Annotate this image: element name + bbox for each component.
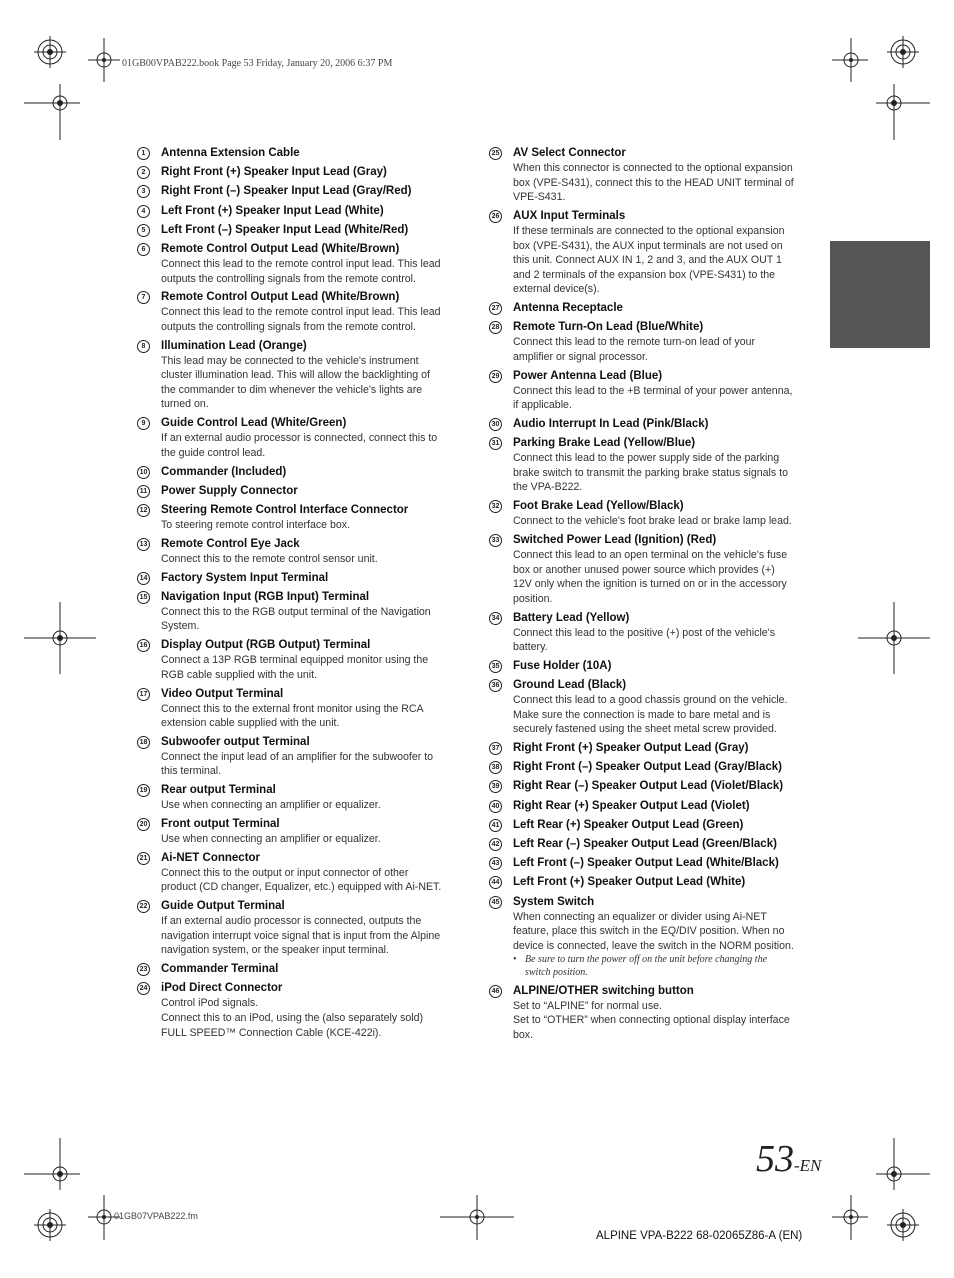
item-description-line: If an external audio processor is connected, outputs the: [161, 915, 422, 928]
item-description-line: Connect this to the output or input connector of other: [161, 866, 409, 879]
item-number: 17: [137, 688, 150, 701]
list-item: [137, 687, 467, 731]
list-item: [137, 735, 467, 779]
item-number: 35: [489, 660, 502, 673]
item-title: iPod Direct Connector: [161, 982, 283, 995]
item-description-line: Make sure the connection is made to bare metal and is: [513, 708, 771, 721]
item-number: 3: [137, 185, 150, 198]
item-title: Front output Terminal: [161, 818, 280, 831]
item-title: Right Rear (–) Speaker Output Lead (Violet/Black): [513, 780, 784, 793]
list-item: [489, 837, 819, 852]
item-note-line: [513, 966, 819, 979]
item-description-line: box (VPE-S431), the AUX input terminals are not used on: [513, 239, 783, 252]
left-column: [137, 146, 467, 1044]
item-title: ALPINE/OTHER switching button: [513, 984, 694, 997]
item-description-line: If an external audio processor is connected, connect this to: [161, 432, 438, 445]
list-item: [137, 981, 467, 1040]
header-file-info: 01GB00VPAB222.book Page 53 Friday, January 20, 2006 6:37 PM: [122, 58, 393, 69]
list-item: [489, 499, 819, 529]
item-number: 16: [137, 639, 150, 652]
item-number: 41: [489, 819, 502, 832]
item-number: 5: [137, 224, 150, 237]
note-text: switch position.: [525, 967, 588, 979]
page-number-suffix: -EN: [794, 1156, 822, 1175]
item-number: 8: [137, 340, 150, 353]
list-item: [489, 678, 819, 737]
footer-model-code: ALPINE VPA-B222 68-02065Z86-A (EN): [596, 1230, 803, 1242]
item-number: 4: [137, 205, 150, 218]
list-item: [137, 783, 467, 813]
list-item: [489, 895, 819, 980]
note-text: Be sure to turn the power off on the unit before changing the: [525, 954, 768, 966]
item-description-line: turned on.: [161, 398, 209, 411]
item-title: Right Front (+) Speaker Input Lead (Gray): [161, 166, 387, 179]
list-item: [489, 209, 819, 297]
item-description-line: this terminal.: [161, 765, 222, 778]
item-number: 27: [489, 302, 502, 315]
item-description-line: When connecting an equalizer or divider using Ai-NET: [513, 910, 767, 923]
item-title: Right Rear (+) Speaker Output Lead (Violet): [513, 799, 750, 812]
item-description-line: outputs the controlling signals from the remote control.: [161, 272, 416, 285]
list-item: [137, 851, 467, 895]
item-title: Right Front (–) Speaker Output Lead (Gray/Black): [513, 761, 783, 774]
item-title: Audio Interrupt In Lead (Pink/Black): [513, 418, 709, 431]
item-description-line: the commander to dim whenever the vehicle's lights are: [161, 383, 423, 396]
item-number: 23: [137, 963, 150, 976]
item-number: 33: [489, 534, 502, 547]
item-title: Right Front (+) Speaker Output Lead (Gray): [513, 742, 749, 755]
item-title: Steering Remote Control Interface Connector: [161, 504, 409, 516]
item-description-line: Connect this lead to the +B terminal of your power antenna,: [513, 384, 793, 397]
item-title: System Switch: [513, 895, 595, 908]
item-title: Subwoofer output Terminal: [161, 735, 310, 748]
item-number: 6: [137, 243, 150, 256]
item-number: 18: [137, 736, 150, 749]
item-description-line: To steering remote control interface box.: [161, 519, 351, 531]
item-number: 7: [137, 291, 150, 304]
list-item: [489, 856, 819, 871]
item-description-line: battery.: [513, 641, 548, 654]
item-description-line: Connect this lead to the remote control input lead. This lead: [161, 306, 441, 319]
item-description-line: This lead may be connected to the vehicle's instrument: [161, 354, 419, 367]
page-number: [756, 1137, 821, 1181]
item-number: 15: [137, 591, 150, 604]
item-description-line: Use when connecting an amplifier or equalizer.: [161, 833, 381, 846]
item-description-line: 12V only when the ignition is turned on or in the accessory: [513, 578, 787, 591]
page-number-value: 53: [756, 1138, 794, 1180]
item-title: Left Rear (–) Speaker Output Lead (Green/Black): [513, 838, 777, 851]
list-item: [137, 899, 467, 958]
item-title: Antenna Receptacle: [513, 302, 623, 315]
item-description-line: device is connected, leave the switch in the NORM position.: [513, 939, 794, 952]
list-item: [137, 339, 467, 412]
item-number: 31: [489, 437, 502, 450]
item-description-line: RGB cable supplied with the unit.: [161, 668, 318, 681]
item-number: 43: [489, 857, 502, 870]
item-description-line: box or another unused power source which provides (+): [513, 563, 775, 576]
item-description-line: feature, place this switch in the EQ/DIV position. When no: [513, 925, 785, 938]
item-description-line: position.: [513, 592, 553, 605]
item-number: 37: [489, 742, 502, 755]
list-item: [137, 638, 467, 682]
item-title: Remote Control Output Lead (White/Brown): [161, 291, 400, 304]
list-item: [137, 503, 467, 533]
list-item: [489, 533, 819, 606]
list-item: [489, 436, 819, 495]
item-description-line: Connect this lead to the positive (+) post of the vehicle's: [513, 626, 776, 639]
list-item: [137, 416, 467, 460]
item-title: Factory System Input Terminal: [161, 571, 329, 584]
item-number: 25: [489, 147, 502, 160]
item-number: 44: [489, 876, 502, 889]
item-description-line: securely fastened using the sheet metal screw provided.: [513, 723, 777, 736]
item-title: Left Front (–) Speaker Input Lead (White/Red): [161, 223, 409, 236]
list-item: [489, 818, 819, 833]
item-description-line: Connect this to the remote control sensor unit.: [161, 552, 378, 565]
list-item: [489, 146, 819, 205]
item-number: 14: [137, 572, 150, 585]
item-number: 29: [489, 370, 502, 383]
right-column: [489, 146, 819, 1047]
item-number: 38: [489, 761, 502, 774]
item-description-line: Connect this lead to an open terminal on the vehicle's fuse: [513, 549, 788, 561]
list-item: [137, 146, 467, 161]
item-description-line: the guide control lead.: [161, 446, 266, 459]
item-number: 46: [489, 985, 502, 998]
item-description-line: amplifier or signal processor.: [513, 350, 648, 363]
item-title: Ai-NET Connector: [161, 851, 261, 864]
item-title: Foot Brake Lead (Yellow/Black): [513, 500, 684, 513]
item-title: Left Front (+) Speaker Input Lead (White): [161, 204, 384, 217]
item-description-line: Control iPod signals.: [161, 997, 259, 1010]
item-description-line: Connect this lead to a good chassis ground on the vehicle.: [513, 694, 788, 707]
list-item: [137, 962, 467, 977]
item-title: Antenna Extension Cable: [161, 147, 300, 159]
list-item: [137, 165, 467, 180]
list-item: [137, 184, 467, 199]
item-description-line: If these terminals are connected to the optional expansion: [513, 224, 785, 237]
item-title: Left Front (+) Speaker Output Lead (White): [513, 876, 746, 889]
list-item: [489, 799, 819, 814]
item-description-line: Connect to the vehicle's foot brake lead or brake lamp lead.: [513, 515, 792, 528]
list-item: [489, 659, 819, 674]
list-item: [489, 320, 819, 364]
item-title: Parking Brake Lead (Yellow/Blue): [513, 437, 696, 450]
item-title: Remote Turn-On Lead (Blue/White): [513, 321, 704, 334]
bullet-icon: •: [513, 954, 517, 966]
item-title: Commander (Included): [161, 465, 287, 478]
item-title: Power Antenna Lead (Blue): [513, 369, 663, 382]
item-title: Right Front (–) Speaker Input Lead (Gray/Red): [161, 185, 412, 198]
list-item: [137, 571, 467, 586]
item-number: 20: [137, 818, 150, 831]
list-item: [489, 779, 819, 794]
item-description-line: extension cable supplied with the unit.: [161, 717, 340, 730]
item-description-line: the VPA-B222.: [513, 481, 583, 494]
list-item: [137, 242, 467, 286]
list-item: [137, 465, 467, 480]
item-description-line: box (VPE-S431), connect this to the HEAD UNIT terminal of: [513, 176, 794, 189]
item-description-line: brake switch to transmit the parking brake status signals to: [513, 466, 788, 479]
list-item: [137, 204, 467, 219]
item-title: Fuse Holder (10A): [513, 659, 612, 672]
item-number: 26: [489, 210, 502, 223]
item-number: 22: [137, 900, 150, 913]
item-description-line: product (CD changer, Equalizer, etc.) equipped with Ai-NET.: [161, 881, 442, 894]
item-description-line: this unit. Connect AUX IN 1, 2 and 3, and the AUX OUT 1: [513, 254, 782, 267]
item-description-line: Connect this to an iPod, using the (also separately sold): [161, 1011, 424, 1024]
item-number: 10: [137, 466, 150, 479]
item-number: 45: [489, 896, 502, 909]
list-item: [489, 760, 819, 775]
item-description-line: Connect this to the RGB output terminal of the Navigation: [161, 605, 431, 618]
item-number: 11: [137, 485, 150, 498]
item-title: Commander Terminal: [161, 963, 279, 976]
item-description-line: box.: [513, 1028, 534, 1041]
item-number: 32: [489, 500, 502, 513]
item-note-line: [513, 953, 819, 966]
item-description-line: Connect this to the external front monitor using the RCA: [161, 702, 424, 715]
item-description-line: VPE-S431.: [513, 191, 566, 204]
item-title: Left Front (–) Speaker Output Lead (White/Black): [513, 857, 779, 870]
item-title: Illumination Lead (Orange): [161, 339, 307, 352]
item-description-line: navigation system, or the speaker input terminal.: [161, 944, 389, 957]
item-description-line: Set to “OTHER” when connecting optional display interface: [513, 1014, 790, 1027]
item-title: Remote Control Eye Jack: [161, 537, 300, 550]
item-title: Left Rear (+) Speaker Output Lead (Green): [513, 818, 744, 831]
item-description-line: external device(s).: [513, 283, 600, 296]
item-description-line: if applicable.: [513, 399, 572, 412]
item-description-line: Connect this lead to the power supply side of the parking: [513, 452, 780, 465]
item-description-line: navigation interrupt voice signal that is input from the Alpine: [161, 929, 441, 942]
item-title: AUX Input Terminals: [513, 209, 626, 222]
item-description-line: Connect a 13P RGB terminal equipped monitor using the: [161, 654, 429, 667]
list-item: [489, 875, 819, 890]
list-item: [137, 484, 467, 499]
item-title: AV Select Connector: [513, 147, 626, 159]
list-item: [489, 984, 819, 1043]
item-description-line: FULL SPEED™ Connection Cable (KCE-422i).: [161, 1026, 382, 1039]
list-item: [137, 590, 467, 634]
item-number: 39: [489, 780, 502, 793]
footer-file-name: 01GB07VPAB222.fm: [114, 1211, 198, 1221]
item-number: 42: [489, 838, 502, 851]
list-item: [137, 537, 467, 567]
list-item: [489, 611, 819, 655]
item-number: 36: [489, 679, 502, 692]
item-title: Navigation Input (RGB Input) Terminal: [161, 590, 370, 603]
list-item: [489, 301, 819, 316]
list-item: [489, 741, 819, 756]
item-title: Switched Power Lead (Ignition) (Red): [513, 534, 717, 546]
list-item: [489, 369, 819, 413]
item-description-line: Connect this lead to the remote control input lead. This lead: [161, 257, 441, 270]
item-number: 30: [489, 418, 502, 431]
list-item: [489, 417, 819, 432]
item-title: Battery Lead (Yellow): [513, 611, 630, 624]
list-item: [137, 290, 467, 334]
item-number: 34: [489, 612, 502, 625]
item-description-line: Connect the input lead of an amplifier for the subwoofer to: [161, 750, 434, 763]
item-description-line: outputs the controlling signals from the remote control.: [161, 320, 416, 333]
item-title: Guide Output Terminal: [161, 900, 285, 913]
item-title: Guide Control Lead (White/Green): [161, 417, 347, 430]
item-description-line: When this connector is connected to the optional expansion: [513, 162, 793, 174]
item-description-line: Use when connecting an amplifier or equalizer.: [161, 799, 381, 812]
item-number: 9: [137, 417, 150, 430]
item-title: Display Output (RGB Output) Terminal: [161, 639, 371, 652]
item-description-line: Connect this lead to the remote turn-on lead of your: [513, 336, 756, 349]
item-title: Power Supply Connector: [161, 484, 298, 497]
item-number: 24: [137, 982, 150, 995]
item-number: 19: [137, 784, 150, 797]
item-number: 40: [489, 800, 502, 813]
item-description-line: System.: [161, 620, 200, 633]
item-number: 21: [137, 852, 150, 865]
item-number: 28: [489, 321, 502, 334]
item-title: Rear output Terminal: [161, 784, 276, 797]
item-number: 12: [137, 504, 150, 517]
item-number: 2: [137, 166, 150, 179]
item-title: Remote Control Output Lead (White/Brown): [161, 242, 400, 255]
item-title: Ground Lead (Black): [513, 679, 627, 692]
list-item: [137, 817, 467, 847]
item-title: Video Output Terminal: [161, 687, 284, 700]
item-description-line: Set to “ALPINE” for normal use.: [513, 999, 662, 1012]
item-number: 13: [137, 538, 150, 551]
item-number: 1: [137, 147, 150, 160]
item-description-line: and 2 terminals of the expansion box (VPE-S431) to the: [513, 268, 776, 281]
item-description-line: cluster illumination lead. This will allow the backlighting of: [161, 369, 430, 382]
list-item: [137, 223, 467, 238]
